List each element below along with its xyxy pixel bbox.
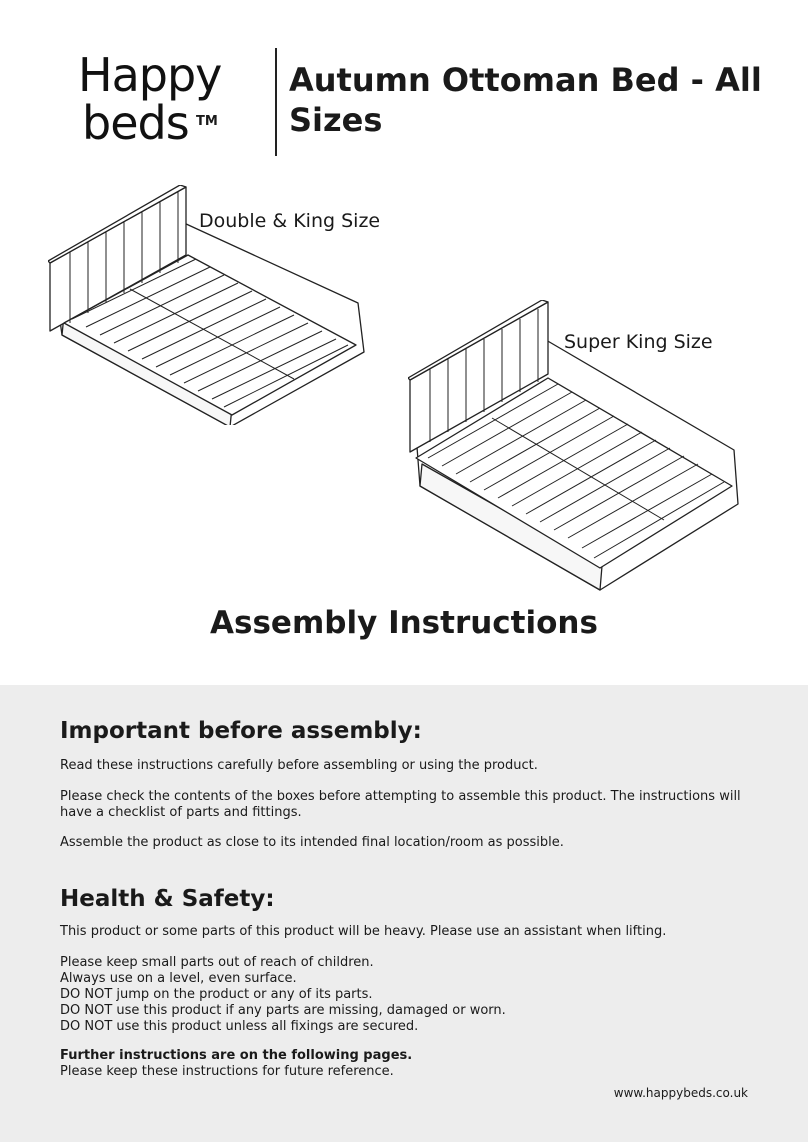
- website-link[interactable]: www.happybeds.co.uk: [613, 1086, 748, 1100]
- important-paragraph-2: Please check the contents of the boxes before attempting to assemble this product. The instructions will have a checklist of parts and fittings.: [60, 789, 741, 820]
- happy-beds-logo: [78, 48, 238, 152]
- super-king-bed-illustration: [408, 300, 740, 592]
- list-item: Always use on a level, even surface.: [60, 971, 297, 986]
- important-paragraph-3: Assemble the product as close to its intended final location/room as possible.: [60, 835, 564, 850]
- keep-instructions-note: Please keep these instructions for future reference.: [60, 1064, 394, 1079]
- important-heading: Important before assembly:: [60, 718, 422, 744]
- list-item: DO NOT use this product if any parts are missing, damaged or worn.: [60, 1003, 506, 1018]
- logo-trademark: TM: [196, 114, 218, 129]
- header-divider: [275, 48, 277, 156]
- super-king-size-label: Super King Size: [564, 331, 713, 353]
- assembly-instructions-heading: Assembly Instructions: [210, 605, 598, 641]
- document-title: Autumn Ottoman Bed - All Sizes: [289, 61, 762, 139]
- health-safety-heading: Health & Safety:: [60, 886, 275, 912]
- logo-word-beds: beds: [82, 96, 189, 150]
- further-instructions-note: Further instructions are on the following pages.: [60, 1048, 413, 1063]
- list-item: DO NOT jump on the product or any of its parts.: [60, 987, 373, 1002]
- list-item: Please keep small parts out of reach of children.: [60, 955, 374, 970]
- double-king-size-label: Double & King Size: [199, 210, 381, 232]
- logo-word-happy: Happy: [78, 48, 222, 102]
- list-item: DO NOT use this product unless all fixings are secured.: [60, 1019, 419, 1034]
- double-king-bed-illustration: [48, 185, 368, 425]
- health-paragraph-1: This product or some parts of this product will be heavy. Please use an assistant when lifting.: [60, 924, 667, 939]
- important-paragraph-1: Read these instructions carefully before assembling or using the product.: [60, 758, 538, 773]
